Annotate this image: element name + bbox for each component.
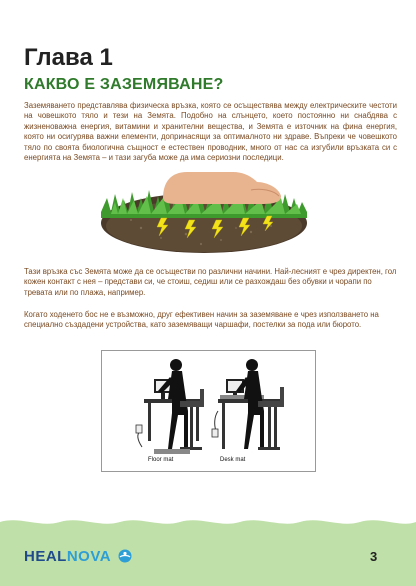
desk-mat-scene xyxy=(212,359,284,450)
paragraph-intro: Заземяването представлява физическа връзка, която се осъществява между електрическите честоти на човешкото тяло и тези на Земята. Подобно на слънцето, което постоянно ни снабдява с жизненоважна енергия, витамини и хранителни вещества, и Земята е източник на фина енергия, която ни осигурява важни елементи, допринасящи за оптималното ни здраве. Въпреки че човешкото тяло по своята биологична същност е естествен проводник, много от нас са изгубили връзката си с енергията на Земята – и тази загуба може да има сериозни последици. xyxy=(24,101,397,163)
floor-mat-scene xyxy=(136,359,204,454)
floor-mat-caption: Floor mat xyxy=(148,457,174,463)
foot-on-grass-illustration xyxy=(101,168,307,256)
page-number: 3 xyxy=(370,549,378,564)
paragraph-devices: Когато ходенето бос не е възможно, друг ефективен начин за заземяване е чрез използването на специално създадени устройства, като заземяващи чаршафи, постелки за пода или бюрото. xyxy=(24,310,379,330)
grounding-mats-illustration xyxy=(101,350,316,472)
desk-mat-caption: Desk mat xyxy=(220,457,246,463)
mats-drawing xyxy=(102,351,315,471)
paragraph-direct-contact: Тази връзка със Земята може да се осъществи по различни начини. Най-лесният е чрез директен, гол кожен контакт с нея – представи си, че стоиш, седиш или се разхождаш без обувки и чорапи по тревата или по плажа, например. xyxy=(24,267,397,297)
logo-heal-text: HEAL xyxy=(24,548,67,565)
logo-nova-text: NOVA xyxy=(66,548,112,565)
chapter-heading: Глава 1 xyxy=(24,44,113,71)
logo-globe-icon xyxy=(118,549,132,563)
brand-logo xyxy=(24,548,111,566)
chapter-subtitle: КАКВО Е ЗАЗЕМЯВАНЕ? xyxy=(24,76,224,93)
